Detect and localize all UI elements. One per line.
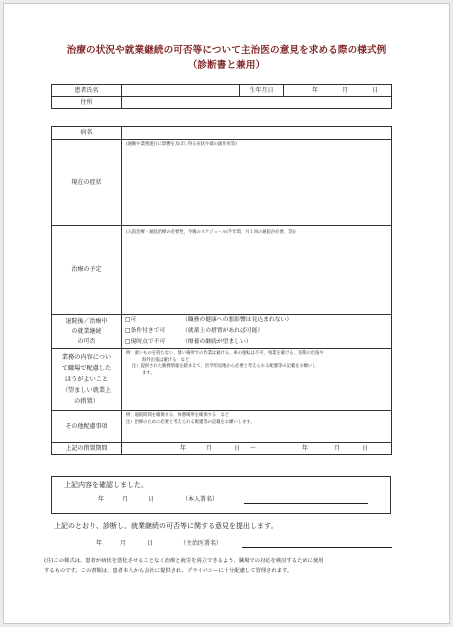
period-end-day: 日	[362, 444, 369, 452]
other-consideration-label: その他配慮事項	[52, 411, 122, 443]
workplace-consideration-field[interactable]	[122, 349, 392, 411]
address-label: 住所	[52, 97, 122, 109]
treatment-plan-note: (入院治療・通院治療の必要性、今後のスケジュール(半年間、月１回の通院が必要、等))	[126, 230, 296, 235]
consider-label-line1: 業務の内容につい	[61, 354, 112, 361]
measure-period-field[interactable]	[122, 443, 392, 455]
period-end-month: 月	[334, 444, 341, 452]
other-consideration-field[interactable]	[122, 411, 392, 443]
opinion-year-unit: 年	[96, 540, 103, 547]
birth-year-unit: 年	[312, 86, 319, 94]
work-continuation-label	[52, 315, 122, 349]
form-page	[3, 3, 450, 624]
treatment-plan-field[interactable]	[122, 226, 392, 315]
treatment-plan-label: 治療の予定	[52, 226, 122, 315]
symptoms-note: (通勤や業務遂行に影響を及ぼし得る症状や薬の副作用等)	[126, 142, 237, 147]
opinion-statement: 上記のとおり、診断し、就業継続の可否等に関する意見を提出します。	[54, 522, 278, 530]
consider-note-line4: ます。	[142, 370, 155, 376]
doctor-signature-line[interactable]	[242, 547, 392, 548]
consider-label-line5: の措置）	[74, 398, 99, 405]
footnote-line1: (注)この様式は、患者が病状を悪化させることなく治療と就労を両立できるよう、職場での対応を検討するために使用	[44, 558, 324, 564]
work-option-conditional[interactable]	[122, 326, 391, 337]
work-label-line1: 退院後／治療中	[65, 317, 108, 325]
opinion-table	[51, 126, 392, 455]
opinion-month-unit: 月	[120, 540, 127, 547]
patient-name-field[interactable]	[122, 85, 240, 97]
consider-label-line4: （望ましい就業上	[61, 387, 112, 394]
period-start-day: 日	[234, 444, 241, 452]
disease-label: 病名	[52, 127, 122, 140]
consider-note-line1: 例：重いものを持たない、暑い場所での作業は避ける、車の運転は不可、残業を避ける、長期の出張や	[126, 351, 324, 356]
address-field[interactable]	[122, 97, 392, 109]
work-continuation-options	[122, 315, 392, 349]
patient-info-table	[51, 84, 392, 109]
opinion-day-unit: 日	[147, 540, 154, 547]
work-option-not-possible-desc: （療養の継続が望ましい）	[182, 339, 252, 345]
birth-date-field[interactable]	[284, 85, 392, 97]
confirm-month-unit: 月	[122, 496, 129, 503]
work-option-possible-checkbox[interactable]: □可	[125, 317, 137, 323]
work-option-not-possible-checkbox[interactable]: □現時点で不可	[125, 339, 166, 345]
work-label-line3: の可否	[77, 337, 96, 345]
work-option-conditional-desc: （就業上の措置があれば可能）	[182, 328, 264, 334]
disease-field[interactable]	[122, 127, 392, 140]
patient-confirmation-box	[51, 476, 391, 514]
other-note-line1: 例：通院時間を確保する、休憩場所を確保する など	[126, 413, 230, 418]
birth-month-unit: 月	[342, 86, 349, 94]
confirm-year-unit: 年	[98, 496, 105, 503]
birth-date-label: 生年月日	[240, 85, 284, 97]
patient-signature-label: （本人署名）	[182, 496, 219, 503]
consider-note-line2: 海外出張は避ける など	[142, 357, 190, 363]
patient-name-label: 患者氏名	[52, 85, 122, 97]
form-subtitle: （診断書と兼用）	[187, 60, 266, 71]
work-option-possible[interactable]	[122, 315, 391, 326]
measure-period-label: 上記の措置期間	[52, 443, 122, 455]
consider-note-line3: 注）提供された勤務情報を踏まえて、医学的見地から必要と考えられる配慮等の記載をお願いし	[132, 364, 317, 369]
patient-signature-line[interactable]	[244, 503, 368, 504]
doctor-signature-label: （主治医署名）	[180, 540, 223, 547]
period-tilde: ～	[250, 444, 257, 452]
footnote-line2: するものです。この書類は、患者本人から会社に提供され、プライバシーに十分配慮して管理されます。	[44, 568, 293, 574]
period-start-month: 月	[206, 444, 213, 452]
form-title: 治療の状況や就業継続の可否等について主治医の意見を求める際の様式例	[66, 45, 387, 56]
work-option-conditional-checkbox[interactable]: □条件付きで可	[125, 328, 166, 334]
workplace-consideration-label	[52, 349, 122, 411]
other-note-line2: 注）治療のために必要と考えられる配慮等の記載をお願いします。	[126, 419, 255, 425]
period-start-year: 年	[180, 444, 187, 452]
work-option-not-possible[interactable]	[122, 337, 391, 348]
work-option-possible-desc: （職務の健康への悪影響は見込まれない）	[182, 317, 293, 323]
symptoms-field[interactable]	[122, 140, 392, 226]
period-end-year: 年	[302, 444, 309, 452]
symptoms-label: 現在の症状	[52, 140, 122, 226]
work-label-line2: の就業継続	[71, 327, 102, 335]
birth-day-unit: 日	[372, 86, 379, 94]
footnote	[44, 556, 406, 576]
consider-label-line3: ほうがよいこと	[64, 376, 109, 383]
confirm-day-unit: 日	[148, 496, 155, 503]
confirm-text: 上記内容を確認しました。	[64, 481, 148, 489]
consider-label-line2: て職場で配慮した	[61, 365, 112, 372]
